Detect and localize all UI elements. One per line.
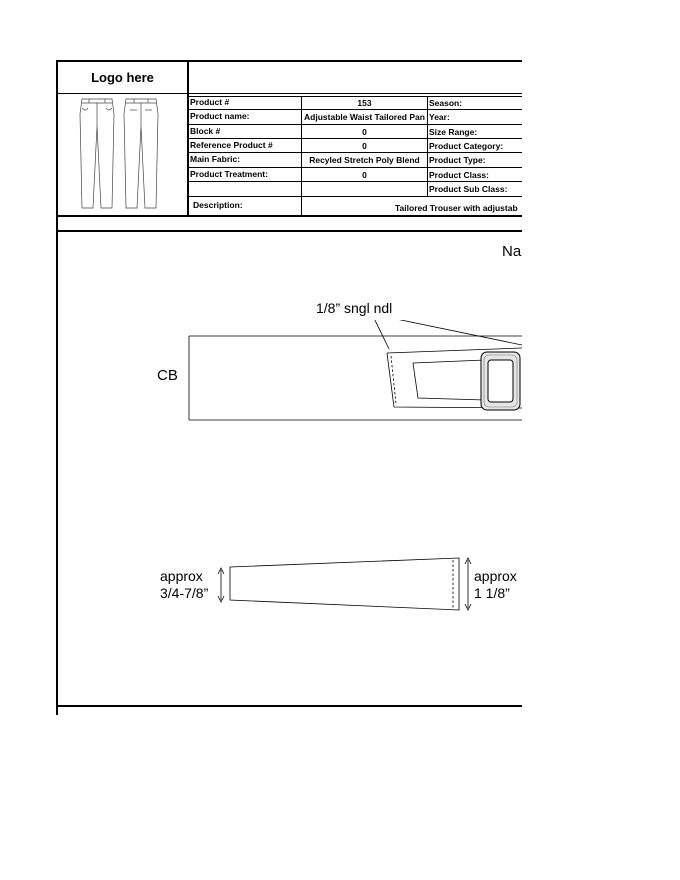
- spec-label-product-treatment: Product Treatment:: [190, 169, 268, 179]
- spec-label-reference-product: Reference Product #: [190, 140, 273, 150]
- spec-label-description: Description:: [193, 200, 243, 210]
- frame-bottom-border: [56, 705, 522, 707]
- spec-value-block-number: 0: [362, 127, 367, 137]
- spec-label-product-type: Product Type:: [429, 155, 486, 165]
- left-measure-line2: 3/4-7/8”: [160, 585, 209, 601]
- spec-label-product-category: Product Category:: [429, 141, 504, 151]
- leader-line-1: [372, 320, 389, 349]
- right-measure-line2: 1 1/8”: [474, 585, 510, 601]
- trouser-thumbnail-image: [72, 96, 178, 212]
- strap-piece-outline: [230, 558, 459, 610]
- buckle-icon: [481, 352, 520, 410]
- spec-label-season: Season:: [429, 98, 463, 108]
- drawing-title: Na: [502, 243, 522, 260]
- spec-label-product-sub-class: Product Sub Class:: [429, 184, 508, 194]
- spec-value-main-fabric: Recyled Stretch Poly Blend: [309, 155, 420, 165]
- waistband-technical-drawing: [150, 320, 522, 620]
- right-measure-line1: approx: [474, 568, 517, 584]
- spec-label-main-fabric: Main Fabric:: [190, 154, 241, 164]
- spec-value-product-number: 153: [357, 98, 372, 108]
- spec-value-product-treatment: 0: [362, 170, 367, 180]
- stitch-note: 1/8” sngl ndl: [316, 300, 393, 316]
- left-measure-line1: approx: [160, 568, 203, 584]
- spec-value-reference-product: 0: [362, 141, 367, 151]
- spec-label-block-number: Block #: [190, 126, 221, 136]
- spec-label-product-name: Product name:: [190, 111, 250, 121]
- frame-left-border: [56, 60, 58, 715]
- spec-label-product-class: Product Class:: [429, 170, 489, 180]
- spec-label-year: Year:: [429, 112, 450, 122]
- frame-header-bottom: [56, 215, 522, 217]
- cb-label: CB: [157, 367, 178, 384]
- spec-label-size-range: Size Range:: [429, 127, 478, 137]
- spec-label-product-number: Product #: [190, 97, 230, 107]
- frame-drawing-top: [56, 230, 522, 232]
- spec-value-description: Tailored Trouser with adjustab: [395, 203, 518, 213]
- logo-placeholder: Logo here: [91, 70, 154, 85]
- spec-value-product-name: Adjustable Waist Tailored Pan: [304, 112, 425, 122]
- leader-line-2: [372, 320, 522, 345]
- strap-topstitch: [391, 356, 396, 404]
